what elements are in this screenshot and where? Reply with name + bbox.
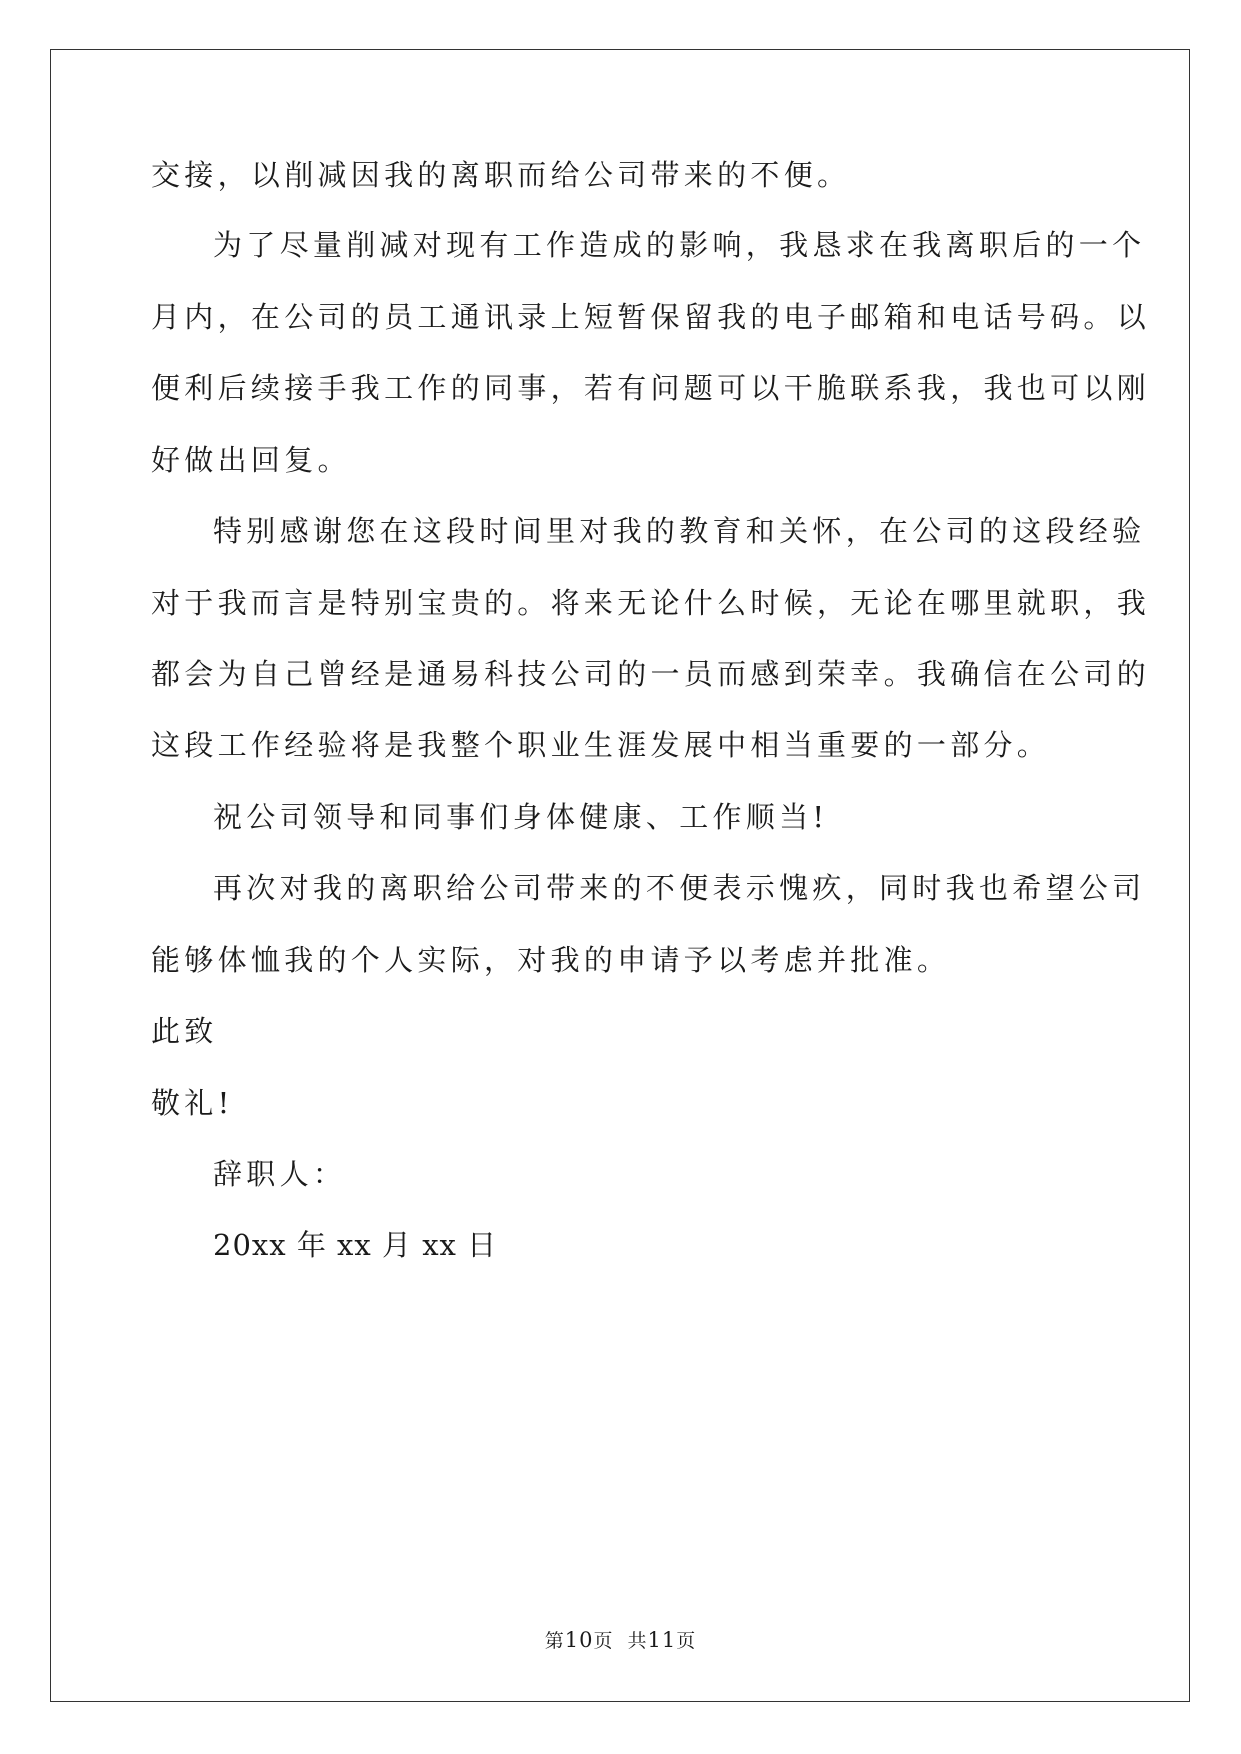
page-footer [0,1628,1241,1653]
footer-suffix: 页 [676,1630,697,1652]
signature-label: 辞职人： [213,1157,347,1191]
body-line-3: 月内，在公司的员工通讯录上短暂保留我的电子邮箱和电话号码。以 [151,300,1151,334]
body-line-6: 特别感谢您在这段时间里对我的教育和关怀，在公司的这段经验 [213,514,1146,548]
body-line-10: 祝公司领导和同事们身体健康、工作顺当! [213,800,829,834]
footer-middle: 页 共 [593,1630,648,1652]
closing-regards: 敬礼! [151,1086,234,1120]
body-line-11: 再次对我的离职给公司带来的不便表示愧疚，同时我也希望公司 [213,871,1146,905]
body-line-4: 便利后续接手我工作的同事，若有问题可以干脆联系我，我也可以刚 [151,371,1151,405]
body-line-1: 交接，以削减因我的离职而给公司带来的不便。 [151,158,851,192]
body-line-8: 都会为自己曾经是通易科技公司的一员而感到荣幸。我确信在公司的 [151,657,1151,691]
body-line-9: 这段工作经验将是我整个职业生涯发展中相当重要的一部分。 [151,728,1051,762]
body-line-2: 为了尽量削减对现有工作造成的影响，我恳求在我离职后的一个 [213,228,1146,262]
footer-total-pages: 11 [647,1628,677,1652]
footer-prefix: 第 [544,1630,565,1652]
closing-salutation: 此致 [151,1014,218,1048]
signature-date: 20xx 年 xx 月 xx 日 [213,1228,498,1262]
body-line-5: 好做出回复。 [151,443,351,477]
body-line-12: 能够体恤我的个人实际，对我的申请予以考虑并批准。 [151,943,951,977]
footer-current-page: 10 [564,1628,594,1652]
body-line-7: 对于我而言是特别宝贵的。将来无论什么时候，无论在哪里就职，我 [151,586,1151,620]
